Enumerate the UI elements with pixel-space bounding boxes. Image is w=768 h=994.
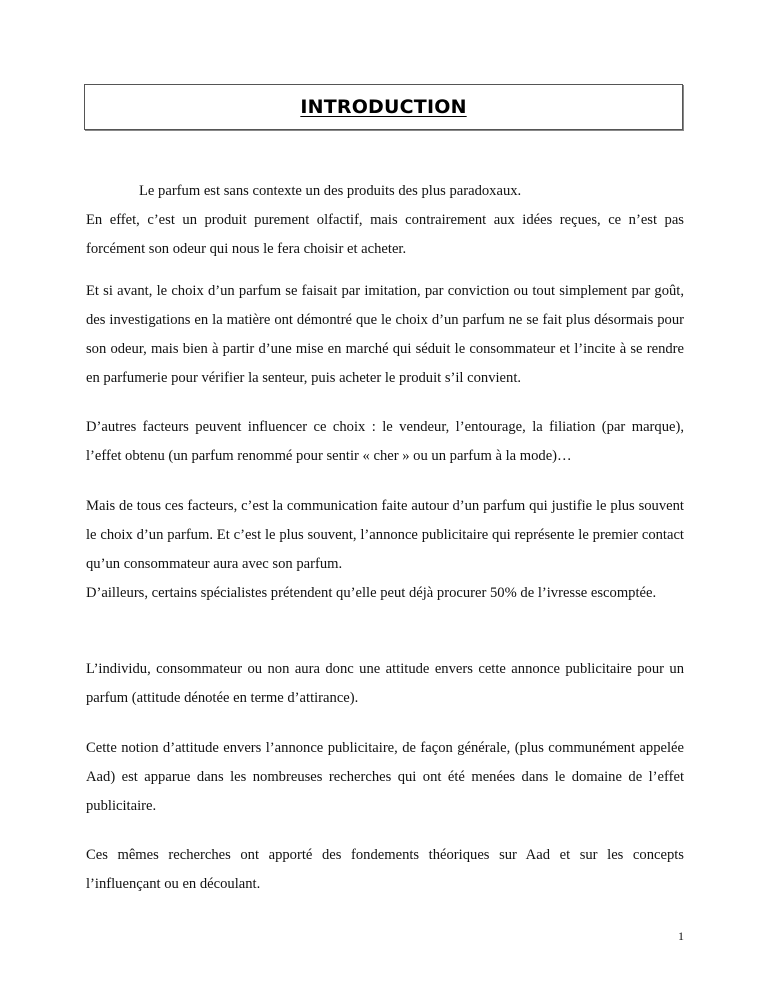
paragraph: Ces mêmes recherches ont apporté des fondements théoriques sur Aad et sur les concepts l’influençant ou en découlant. — [86, 847, 684, 892]
paragraph: Le parfum est sans contexte un des produits des plus paradoxaux. — [139, 183, 522, 199]
paragraph: D’autres facteurs peuvent influencer ce choix : le vendeur, l’entourage, la filiation (par marque), l’effet obtenu (un parfum renommé pour sentir « cher » ou un parfum à la mode)… — [86, 419, 684, 464]
paragraph: D’ailleurs, certains spécialistes prétendent qu’elle peut déjà procurer 50% de l’ivresse escomptée. — [86, 585, 657, 601]
paragraph-block-1 — [86, 177, 684, 264]
paragraph: Cette notion d’attitude envers l’annonce publicitaire, de façon générale, (plus communément appelée Aad) est apparue dans les nombreuses recherches qui ont été menées dans le domaine de l’effet publicitaire. — [86, 740, 684, 814]
paragraph: Et si avant, le choix d’un parfum se faisait par imitation, par conviction ou tout simplement par goût, des investigations en la matière ont démontré que le choix d’un parfum ne se fait plus désormais pour son odeur, mais bien à partir d’une mise en marché qui séduit le consommateur et l’incite à se rendre en parfumerie pour vérifier la senteur, puis acheter le produit s’il convient. — [86, 283, 684, 386]
paragraph-block-4 — [86, 492, 684, 608]
paragraph-block-7 — [86, 841, 684, 899]
paragraph: Mais de tous ces facteurs, c’est la communication faite autour d’un parfum qui justifie le plus souvent le choix d’un parfum. Et c’est le plus souvent, l’annonce publicitaire qui représente le premier contact qu’un consommateur aura avec son parfum. — [86, 498, 684, 572]
paragraph: L’individu, consommateur ou non aura donc une attitude envers cette annonce publicitaire pour un parfum (attitude dénotée en terme d’attirance). — [86, 661, 684, 706]
title-box — [84, 84, 683, 130]
page-title: INTRODUCTION — [300, 96, 467, 118]
paragraph: En effet, c’est un produit purement olfactif, mais contrairement aux idées reçues, ce n’est pas forcément son odeur qui nous le fera choisir et acheter. — [86, 212, 684, 257]
paragraph-block-2 — [86, 277, 684, 393]
paragraph-block-6 — [86, 734, 684, 821]
page-number: 1 — [678, 929, 684, 943]
paragraph-block-5 — [86, 655, 684, 713]
paragraph-block-3 — [86, 413, 684, 471]
